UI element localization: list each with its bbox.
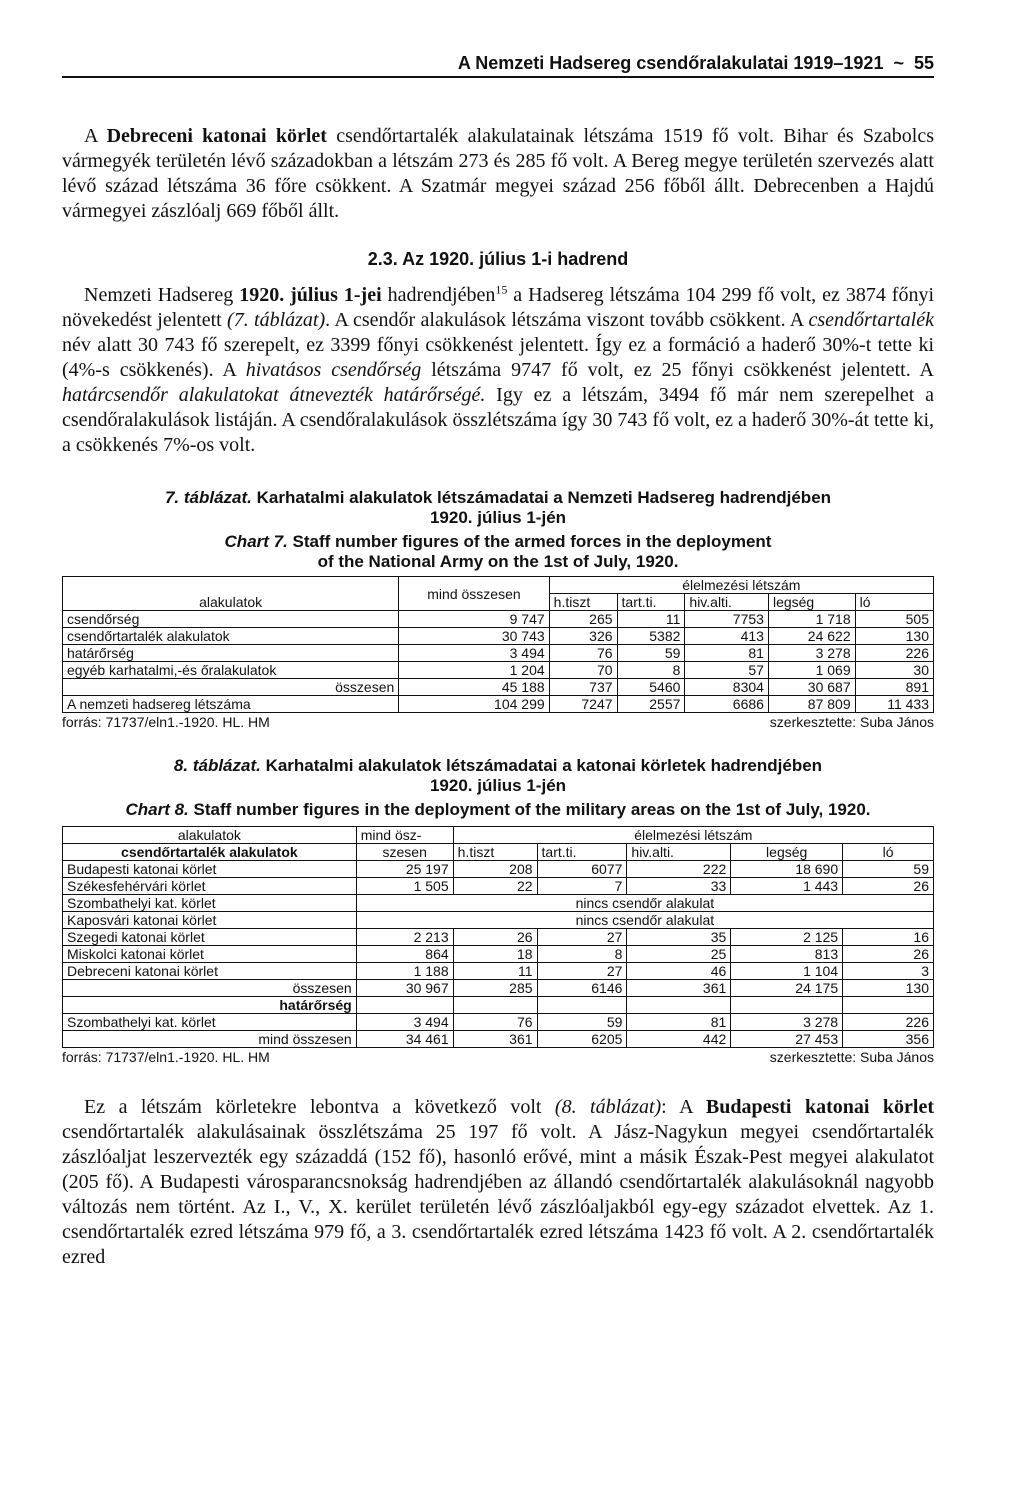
- cell: 3 494: [399, 645, 549, 662]
- cell: 130: [843, 980, 934, 997]
- table-row: [63, 912, 934, 929]
- table-row: [63, 963, 934, 980]
- cell: 25 197: [356, 861, 453, 878]
- cell: 2 125: [731, 929, 843, 946]
- cell: 26: [453, 929, 537, 946]
- paragraph-budapest: [62, 1095, 934, 1270]
- cell: 1 104: [731, 963, 843, 980]
- row-label: csendőrség: [63, 611, 399, 628]
- table-row: [63, 1014, 934, 1031]
- cell: 30 967: [356, 980, 453, 997]
- cell: 3 278: [731, 1014, 843, 1031]
- italic-term: csendőrtartalék: [808, 309, 934, 331]
- cell: 1 505: [356, 878, 453, 895]
- cell: 891: [855, 679, 933, 696]
- cell: 226: [855, 645, 933, 662]
- source-note: forrás: 71737/eln1.-1920. HL. HM: [62, 714, 270, 730]
- cell: 59: [843, 861, 934, 878]
- row-label: csendőrtartalék alakulatok: [63, 628, 399, 645]
- text-run: . A csendőr alakulások létszáma viszont tovább csökkent. A: [325, 309, 809, 331]
- row-label: Miskolci katonai körlet: [63, 946, 357, 963]
- text-run: csendőrtartalék alakulatainak létszáma 1519 fő volt. Bihar és Szabolcs vármegyék területén lévő századokban a létszám 273 és 285 fő volt. A Bereg megye területén szervezés alatt lévő század létszáma 36 főre csökkent. A Szatmár megyei század 256 főből állt. Debrecenben a Hajdú vármegyei zászlóalj 669 főből állt.: [62, 125, 935, 222]
- cell: 34 461: [356, 1031, 453, 1048]
- running-header: [62, 40, 934, 78]
- table-row: [63, 628, 934, 645]
- cell: 864: [356, 946, 453, 963]
- cell: 76: [549, 645, 617, 662]
- caption-label: Chart 7.: [224, 532, 288, 551]
- cell: 25: [627, 946, 731, 963]
- cell: 813: [731, 946, 843, 963]
- row-label: határőrség: [63, 645, 399, 662]
- cell: 81: [685, 645, 769, 662]
- cell: 26: [843, 878, 934, 895]
- italic-term: hivatásos csendőrség: [245, 359, 422, 381]
- table8: [62, 826, 934, 1048]
- cell: 361: [627, 980, 731, 997]
- cell: 70: [549, 662, 617, 679]
- cell: 76: [453, 1014, 537, 1031]
- caption-text: Karhatalmi alakulatok létszámadatai a katonai körletek hadrendjében: [260, 756, 823, 775]
- row-label: A nemzeti hadsereg létszáma: [63, 696, 399, 713]
- cell: 18: [453, 946, 537, 963]
- cell: 11: [453, 963, 537, 980]
- row-label: összesen: [63, 679, 399, 696]
- header-col: ló: [843, 844, 934, 861]
- cell: 30: [855, 662, 933, 679]
- cell: 3 494: [356, 1014, 453, 1031]
- header-group: élelmezési létszám: [453, 827, 933, 844]
- cell: 57: [685, 662, 769, 679]
- header-col: h.tiszt: [549, 594, 617, 611]
- cell: 7753: [685, 611, 769, 628]
- header-group: élelmezési létszám: [549, 577, 933, 594]
- row-label: összesen: [63, 980, 357, 997]
- cell: 8: [617, 662, 685, 679]
- header-total: mind ösz-: [356, 827, 453, 844]
- header-total: mind összesen: [399, 577, 549, 611]
- row-label: Debreceni katonai körlet: [63, 963, 357, 980]
- table-row: [63, 997, 934, 1014]
- caption-text: of the National Army on the 1st of July, 1920.: [317, 552, 679, 571]
- cell: 6686: [685, 696, 769, 713]
- cell: 1 204: [399, 662, 549, 679]
- table7-caption: [62, 488, 934, 572]
- cell: 6146: [537, 980, 627, 997]
- text-run: Ez a létszám körletekre lebontva a következő volt: [84, 1096, 555, 1118]
- header-col: ló: [855, 594, 933, 611]
- text-run: Nemzeti Hadsereg: [84, 284, 240, 306]
- cell: [627, 997, 731, 1014]
- cell: 361: [453, 1031, 537, 1048]
- cell: 5382: [617, 628, 685, 645]
- source-note: forrás: 71737/eln1.-1920. HL. HM: [62, 1049, 270, 1065]
- text-run: a Hadsereg létszáma 104 299 fő volt, ez 3874 főnyi növekedést jelentett: [62, 284, 934, 331]
- row-label: egyéb karhatalmi,-és őralakulatok: [63, 662, 399, 679]
- table-reference: (8. táblázat): [554, 1096, 662, 1118]
- paragraph-debrecen: [62, 124, 934, 224]
- cell: 104 299: [399, 696, 549, 713]
- header-col: legség: [768, 594, 855, 611]
- cell: 208: [453, 861, 537, 878]
- header-col: h.tiszt: [453, 844, 537, 861]
- cell: 8304: [685, 679, 769, 696]
- section-heading: 2.3. Az 1920. július 1-i hadrend: [367, 249, 629, 269]
- cell: 59: [617, 645, 685, 662]
- text-run: Igy ez a létszám, 3494 fő már nem szerepelhet a csendőralakulások listáján. A csendőralakulások összlétszáma így 30 743 fő volt, ez a haderő 30%-át tette ki, a csökkenés 7%-os volt.: [62, 384, 934, 456]
- caption-text: Karhatalmi alakulatok létszámadatai a Nemzeti Hadsereg hadrendjében: [251, 488, 832, 507]
- cell: 8: [537, 946, 627, 963]
- table-row: [63, 1031, 934, 1048]
- caption-label: 7. táblázat.: [164, 488, 252, 507]
- cell: 7247: [549, 696, 617, 713]
- cell: 30 687: [768, 679, 855, 696]
- row-label: mind összesen: [63, 1031, 357, 1048]
- cell: 226: [843, 1014, 934, 1031]
- caption-label: Chart 8.: [125, 800, 189, 819]
- table7-source: [62, 714, 934, 730]
- cell: 11: [617, 611, 685, 628]
- no-unit-note: nincs csendőr alakulat: [356, 895, 933, 912]
- text-run: létszáma 9747 fő volt, ez 25 főnyi csökkenést jelentett. A: [421, 359, 935, 381]
- cell: 26: [843, 946, 934, 963]
- table-reference: (7. táblázat): [227, 309, 326, 331]
- cell: 11 433: [855, 696, 933, 713]
- table-row: [63, 946, 934, 963]
- table-row: [63, 696, 934, 713]
- editor-note: szerkesztette: Suba János: [769, 714, 934, 730]
- caption-label: 8. táblázat.: [173, 756, 261, 775]
- cell: 1 443: [731, 878, 843, 895]
- bold-term: 1920. július 1-jei: [239, 284, 382, 306]
- cell: 27: [537, 963, 627, 980]
- table-row: [63, 861, 934, 878]
- cell: 24 175: [731, 980, 843, 997]
- cell: 16: [843, 929, 934, 946]
- row-label: Szegedi katonai körlet: [63, 929, 357, 946]
- cell: [537, 997, 627, 1014]
- header-subunits: csendőrtartalék alakulatok: [63, 844, 357, 861]
- row-label: Kaposvári katonai körlet: [63, 912, 357, 929]
- cell: [453, 997, 537, 1014]
- cell: 1 188: [356, 963, 453, 980]
- table-row: [63, 611, 934, 628]
- table-row: [63, 679, 934, 696]
- cell: 59: [537, 1014, 627, 1031]
- row-label: Szombathelyi kat. körlet: [63, 1014, 357, 1031]
- cell: 222: [627, 861, 731, 878]
- cell: 6205: [537, 1031, 627, 1048]
- table8-caption: [62, 756, 934, 820]
- cell: 442: [627, 1031, 731, 1048]
- cell: 737: [549, 679, 617, 696]
- row-label: Székesfehérvári körlet: [63, 878, 357, 895]
- cell: 24 622: [768, 628, 855, 645]
- cell: 1 718: [768, 611, 855, 628]
- table7: [62, 576, 934, 713]
- cell: 45 188: [399, 679, 549, 696]
- table-row: [63, 929, 934, 946]
- cell: [356, 997, 453, 1014]
- table-row: [63, 895, 934, 912]
- table-row: [63, 878, 934, 895]
- cell: 33: [627, 878, 731, 895]
- cell: 3 278: [768, 645, 855, 662]
- cell: 2 213: [356, 929, 453, 946]
- paragraph-1920-order: [62, 283, 934, 458]
- cell: 30 743: [399, 628, 549, 645]
- document-page: [62, 40, 934, 1270]
- cell: 413: [685, 628, 769, 645]
- caption-text: 1920. július 1-jén: [429, 776, 567, 795]
- text-run: név alatt 30 743 fő szerepelt, ez 3399 főnyi csökkenést jelentett. Így ez a formáció a haderő 30%-t tette ki (4%-s csökkenés). A: [62, 334, 934, 381]
- cell: 27: [537, 929, 627, 946]
- editor-note: szerkesztette: Suba János: [769, 1049, 934, 1065]
- header-units: alakulatok: [63, 577, 399, 611]
- cell: 7: [537, 878, 627, 895]
- table-row: [63, 662, 934, 679]
- header-col: hiv.alti.: [685, 594, 769, 611]
- caption-text: Staff number figures of the armed forces in the deployment: [287, 532, 772, 551]
- row-label: Budapesti katonai körlet: [63, 861, 357, 878]
- cell: 27 453: [731, 1031, 843, 1048]
- text-run: : A: [661, 1096, 706, 1118]
- cell: 81: [627, 1014, 731, 1031]
- header-col: legség: [731, 844, 843, 861]
- page-number: 55: [913, 53, 934, 73]
- cell: 326: [549, 628, 617, 645]
- cell: 505: [855, 611, 933, 628]
- cell: 18 690: [731, 861, 843, 878]
- cell: [843, 997, 934, 1014]
- bold-term: Debreceni katonai körlet: [106, 125, 327, 147]
- cell: 6077: [537, 861, 627, 878]
- table-row: [63, 980, 934, 997]
- row-label: Szombathelyi kat. körlet: [63, 895, 357, 912]
- header-col: tart.ti.: [617, 594, 685, 611]
- cell: [731, 997, 843, 1014]
- header-title: A Nemzeti Hadsereg csendőralakulatai 1919–1921: [457, 53, 884, 73]
- caption-text: 1920. július 1-jén: [429, 508, 567, 527]
- text-run: csendőrtartalék alakulásainak összlétszáma 25 197 fő volt. A Jász-Nagykun megyei csendőrtartalék zászlóaljat leszervezték egy századdá (152 fő), hasonló erővé, mint a másik Észak-Pest megyei alakulatot (205 fő). A Budapesti városparancsnokság hadrendjében az állandó csendőrtartalék alakulásoknál nagyobb változás nem történt. Az I., V., X. kerület területén lévő zászlóaljakból egy-egy századot elvettek. Az 1. csendőrtartalék ezred létszáma 979 fő, a 3. csendőrtartalék ezred létszáma 1423 fő volt. A 2. csendőrtartalék ezred: [62, 1121, 934, 1268]
- cell: 285: [453, 980, 537, 997]
- header-col: hiv.alti.: [627, 844, 731, 861]
- cell: 356: [843, 1031, 934, 1048]
- italic-term: határcsendőr alakulatokat átnevezték határőrségé.: [62, 384, 486, 406]
- cell: 9 747: [399, 611, 549, 628]
- cell: 46: [627, 963, 731, 980]
- caption-text: Staff number figures in the deployment of the military areas on the 1st of July, 1920.: [188, 800, 871, 819]
- cell: 3: [843, 963, 934, 980]
- cell: 1 069: [768, 662, 855, 679]
- cell: 265: [549, 611, 617, 628]
- header-total: szesen: [356, 844, 453, 861]
- cell: 5460: [617, 679, 685, 696]
- cell: 35: [627, 929, 731, 946]
- table8-source: [62, 1049, 934, 1065]
- text-run: A: [84, 125, 107, 147]
- row-label: határőrség: [63, 997, 357, 1014]
- header-col: tart.ti.: [537, 844, 627, 861]
- header-units: alakulatok: [63, 827, 357, 844]
- bold-term: Budapesti katonai körlet: [705, 1096, 934, 1118]
- footnote-ref[interactable]: 15: [495, 282, 508, 297]
- table-row: [63, 645, 934, 662]
- cell: 87 809: [768, 696, 855, 713]
- cell: 22: [453, 878, 537, 895]
- text-run: hadrendjében: [381, 284, 496, 306]
- cell: 130: [855, 628, 933, 645]
- no-unit-note: nincs csendőr alakulat: [356, 912, 933, 929]
- cell: 2557: [617, 696, 685, 713]
- header-separator: ~: [893, 53, 904, 73]
